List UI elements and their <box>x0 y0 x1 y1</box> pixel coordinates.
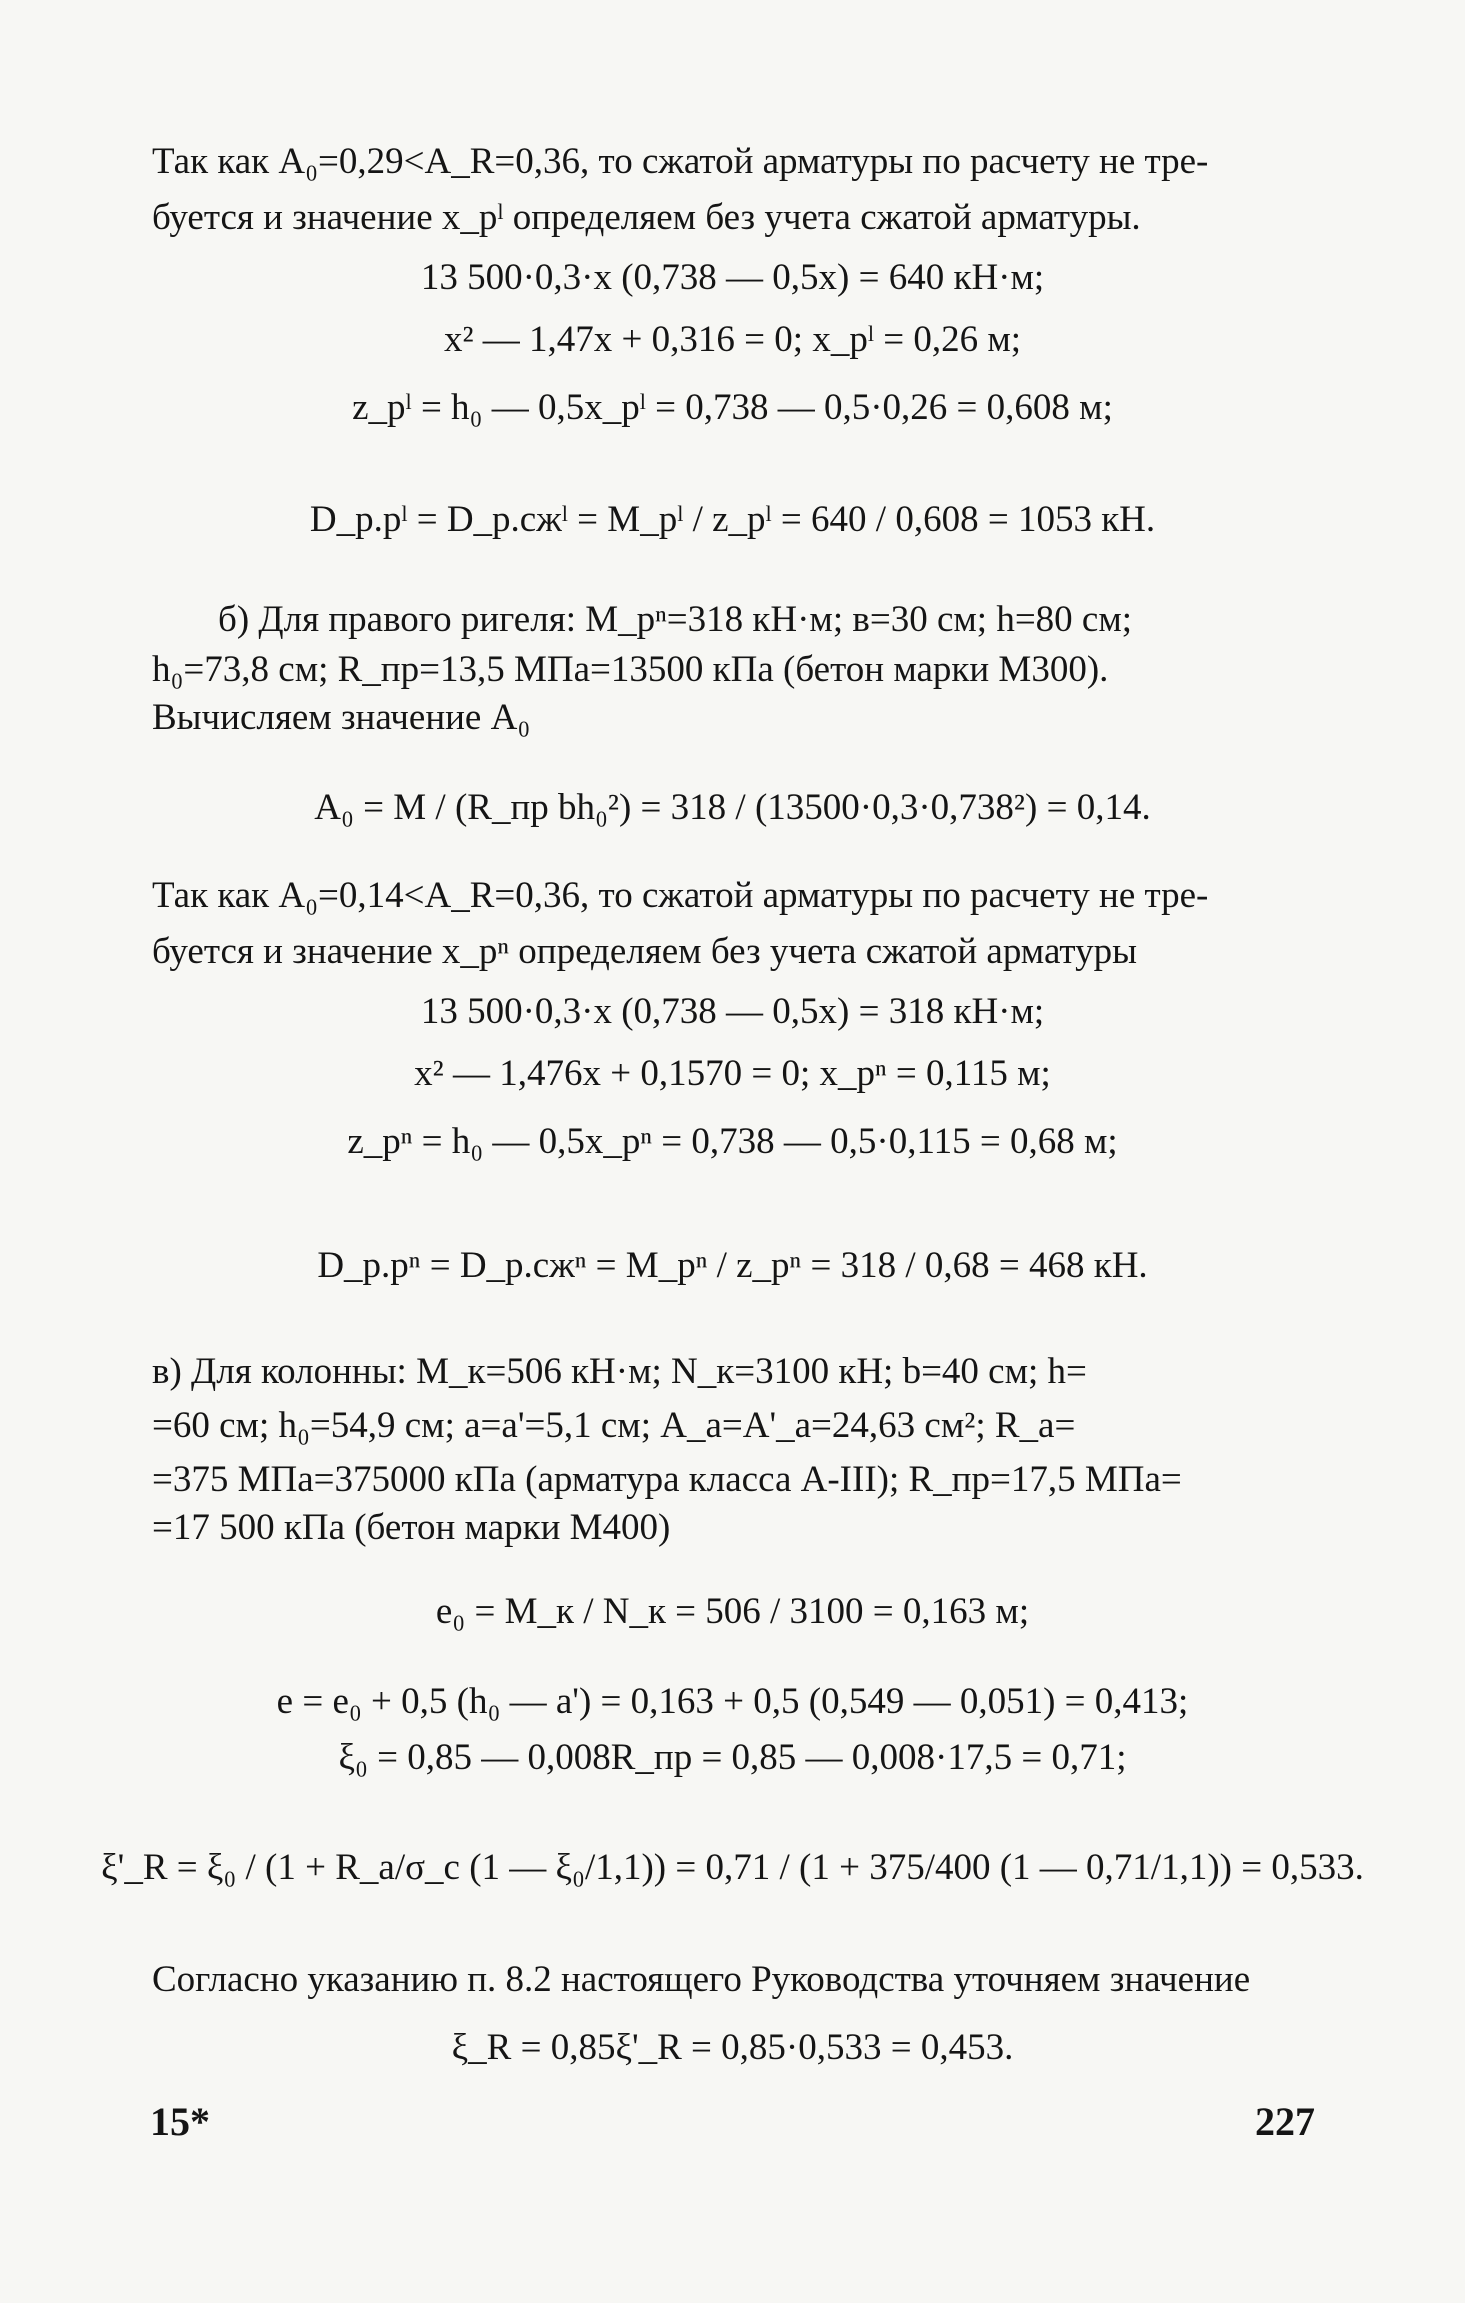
text-line-4: h₀=73,8 см; R_пр=13,5 МПа=13500 кПа (бетон марки М300). <box>152 649 1109 690</box>
text-line-11: =17 500 кПа (бетон марки М400) <box>152 1507 671 1548</box>
text-line-5: Вычисляем значение A₀ <box>152 697 531 738</box>
equation-11: e = e₀ + 0,5 (h₀ — a') = 0,163 + 0,5 (0,549 — 0,051) = 0,413; <box>276 1681 1189 1722</box>
equation-2: x² — 1,47x + 0,316 = 0; x_рˡ = 0,26 м; <box>443 319 1022 360</box>
equation-8: z_рⁿ = h₀ — 0,5x_рⁿ = 0,738 — 0,5·0,115 = 0,68 м; <box>347 1121 1118 1162</box>
equation-9: D_р.рⁿ = D_р.сжⁿ = M_рⁿ / z_рⁿ = 318 / 0,68 = 468 кН. <box>317 1245 1148 1286</box>
text-line-1: Так как A₀=0,29<A_R=0,36, то сжатой арматуры по расчету не тре- <box>152 141 1209 182</box>
equation-7: x² — 1,476x + 0,1570 = 0; x_рⁿ = 0,115 м; <box>414 1053 1051 1094</box>
text-line-8: в) Для колонны: M_к=506 кН·м; N_к=3100 кН; b=40 см; h= <box>152 1351 1087 1392</box>
signature-mark: 15* <box>150 2099 210 2144</box>
equation-4: D_р.рˡ = D_р.сжˡ = M_рˡ / z_рˡ = 640 / 0,608 = 1053 кН. <box>309 499 1156 540</box>
equation-14: ξ_R = 0,85ξ'_R = 0,85·0,533 = 0,453. <box>451 2027 1014 2068</box>
text-line-3: б) Для правого ригеля: M_рⁿ=318 кН·м; в=30 см; h=80 см; <box>218 599 1133 640</box>
text-line-12: Согласно указанию п. 8.2 настоящего Руководства уточняем значение <box>152 1959 1251 2000</box>
equation-6: 13 500·0,3·x (0,738 — 0,5x) = 318 кН·м; <box>420 991 1045 1032</box>
text-line-6: Так как A₀=0,14<A_R=0,36, то сжатой арматуры по расчету не тре- <box>152 875 1209 916</box>
equation-1: 13 500·0,3·x (0,738 — 0,5x) = 640 кН·м; <box>420 257 1045 298</box>
equation-3: z_рˡ = h₀ — 0,5x_рˡ = 0,738 — 0,5·0,26 = 0,608 м; <box>352 387 1113 428</box>
equation-13: ξ'_R = ξ₀ / (1 + R_a/σ_c (1 — ξ₀/1,1)) = 0,71 / (1 + 375/400 (1 — 0,71/1,1)) = 0,533. <box>101 1847 1364 1888</box>
text-line-7: буется и значение x_рⁿ определяем без учета сжатой арматуры <box>152 931 1137 972</box>
text-line-9: =60 см; h₀=54,9 см; a=a'=5,1 см; A_a=A'_a=24,63 см²; R_a= <box>152 1405 1076 1446</box>
equation-12: ξ₀ = 0,85 — 0,008R_пр = 0,85 — 0,008·17,5 = 0,71; <box>338 1737 1127 1778</box>
page-number: 227 <box>1255 2099 1315 2144</box>
equation-10: e₀ = M_к / N_к = 506 / 3100 = 0,163 м; <box>435 1591 1030 1632</box>
text-line-10: =375 МПа=375000 кПа (арматура класса А-III); R_пр=17,5 МПа= <box>152 1459 1182 1500</box>
text-line-2: буется и значение x_рˡ определяем без учета сжатой арматуры. <box>152 197 1141 238</box>
equation-5: A₀ = M / (R_пр bh₀²) = 318 / (13500·0,3·0,738²) = 0,14. <box>314 787 1151 828</box>
